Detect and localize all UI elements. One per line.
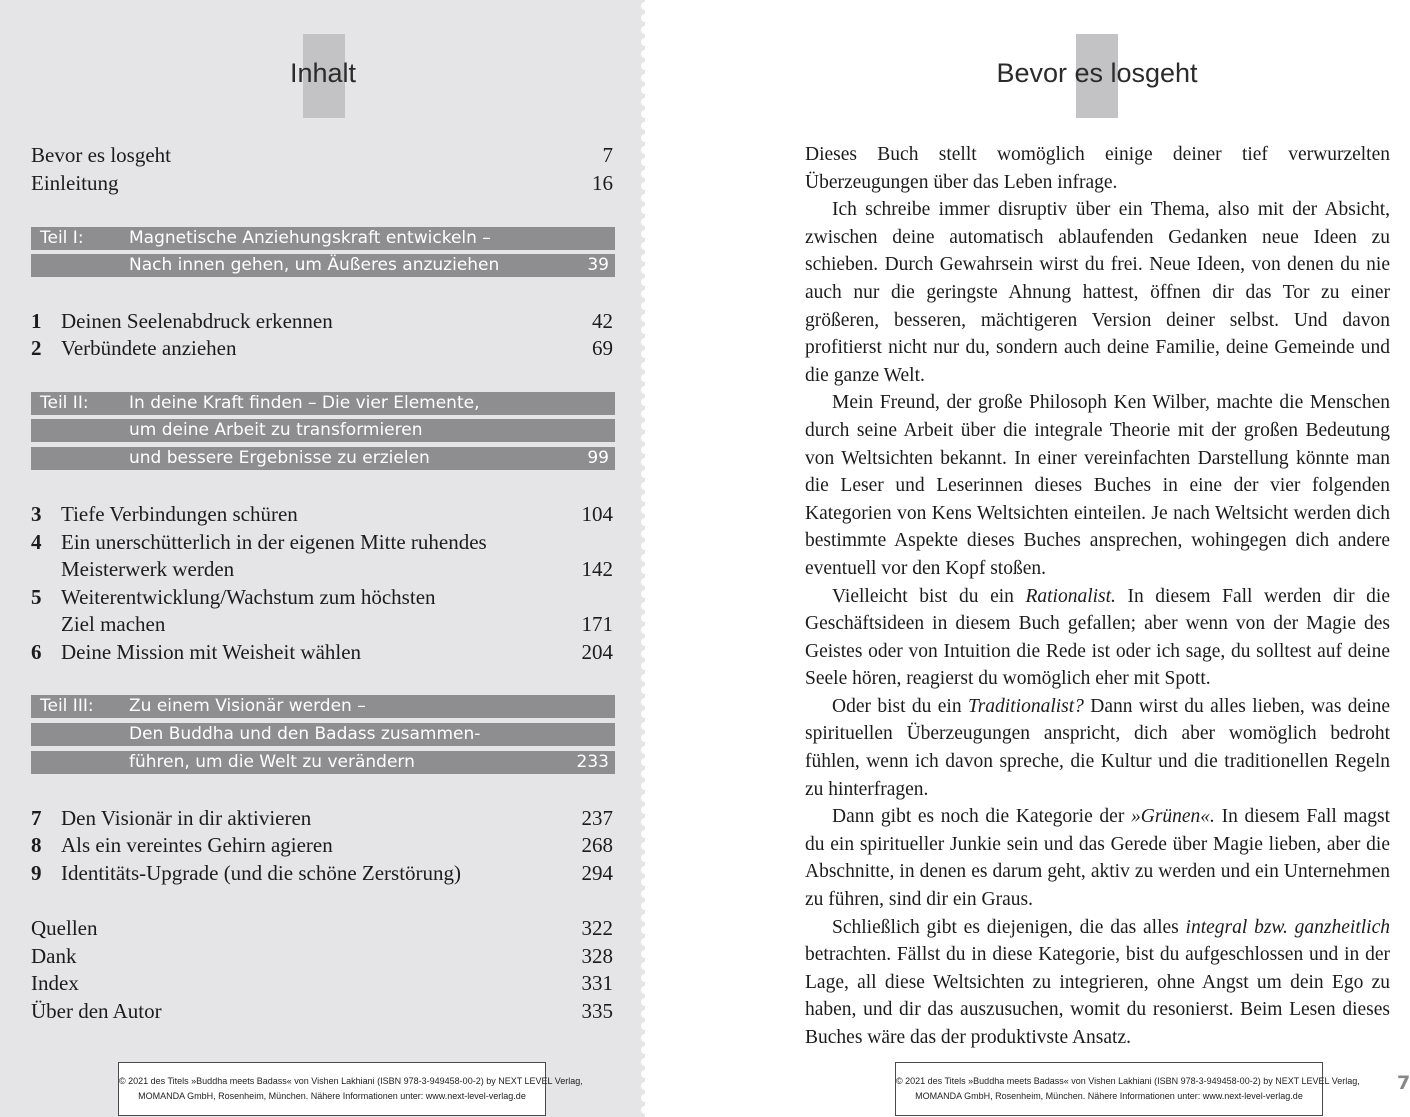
body-paragraph bbox=[805, 583, 1390, 693]
toc-title: Inhalt bbox=[289, 58, 357, 88]
text-run: Vielleicht bist du ein bbox=[832, 585, 1026, 607]
toc-entry bbox=[31, 169, 613, 197]
part-title-line: führen, um die Welt zu verändern bbox=[129, 752, 415, 772]
page-number: 7 bbox=[1397, 1072, 1410, 1094]
text-run: In diesem Fall magst du ein spiritueller Junkie sein und das Gerede über Magie lieben, aber die Abschnitte, in denen es darum geht, aktiv zu werden und ein Unternehmen zu führen, sind dir ein Graus. bbox=[805, 806, 1390, 911]
emphasis: Traditionalist? bbox=[967, 695, 1084, 717]
toc-entry-page: 16 bbox=[592, 171, 613, 195]
body-paragraph bbox=[805, 196, 1390, 389]
chapter-number: 8 bbox=[31, 833, 42, 857]
chapter-title: Weiterentwicklung/Wachstum zum höchsten bbox=[61, 585, 436, 609]
copyright-footer bbox=[895, 1062, 1360, 1116]
chapter-entry bbox=[31, 804, 613, 832]
toc-entry bbox=[31, 942, 613, 970]
part-page-number: 233 bbox=[576, 752, 609, 772]
part-heading-bar bbox=[31, 227, 615, 250]
copyright-line: MOMANDA GmbH, Rosenheim, München. Nähere Informationen unter: www.next-level-verlag.de bbox=[138, 1091, 526, 1101]
chapter-title: Ein unerschütterlich in der eigenen Mitte ruhendes bbox=[61, 530, 487, 554]
part-page-number: 99 bbox=[587, 448, 609, 468]
chapter-page: 237 bbox=[581, 806, 613, 830]
copyright-line: © 2021 des Titels »Buddha meets Badass« von Vishen Lakhiani (ISBN 978-3-949458-00-2) by NEXT LEVEL Verlag, bbox=[896, 1076, 1360, 1086]
chapter-page: 69 bbox=[592, 336, 613, 360]
chapter-number: 1 bbox=[31, 309, 42, 333]
chapter-entry-continued bbox=[31, 610, 613, 638]
toc-entry-label: Über den Autor bbox=[31, 999, 162, 1023]
toc-entry-label: Index bbox=[31, 971, 79, 995]
part-heading-bar bbox=[31, 447, 615, 470]
toc-entry bbox=[31, 914, 613, 942]
chapter-title: Ziel machen bbox=[61, 612, 166, 636]
chapter-title: Identitäts-Upgrade (und die schöne Zerstörung) bbox=[61, 861, 462, 885]
toc-entry-page: 335 bbox=[581, 999, 613, 1023]
copyright-footer bbox=[118, 1062, 583, 1116]
chapter-title: Deine Mission mit Weisheit wählen bbox=[61, 640, 362, 664]
chapter-number: 6 bbox=[31, 640, 42, 664]
chapter-number: 3 bbox=[31, 502, 42, 526]
copyright-line: MOMANDA GmbH, Rosenheim, München. Nähere Informationen unter: www.next-level-verlag.de bbox=[915, 1091, 1303, 1101]
chapter-page: 104 bbox=[581, 502, 613, 526]
chapter-number: 9 bbox=[31, 861, 42, 885]
text-run: In diesem Fall werden dir die Geschäftsideen in diesem Buch gefallen; aber wenn von der Magie des Geistes oder von Intuition die Rede ist oder ich sage, du solltest auf deine Seele hören, reagierst du womöglich eher mit Spott. bbox=[805, 585, 1390, 690]
emphasis: Rationalist. bbox=[1025, 585, 1116, 607]
text-run: Dieses Buch stellt womöglich einige deiner tief verwurzelten Überzeugungen über das Leben infrage. bbox=[805, 144, 1390, 193]
chapter-number: 2 bbox=[31, 336, 42, 360]
chapter-heading: Bevor es losgeht bbox=[996, 58, 1198, 88]
text-run: Schließlich gibt es diejenigen, die das alles bbox=[832, 916, 1186, 938]
toc-entry-page: 328 bbox=[581, 944, 613, 968]
part-label: Teil II: bbox=[40, 393, 89, 413]
chapter-page: 142 bbox=[581, 557, 613, 581]
text-run: Mein Freund, der große Philosoph Ken Wilber, machte die Menschen durch seine Arbeit über die integrale Theorie mit der großen Bedeutung von Weltsichten bekannt. In einer vereinfachten Darstellung könnte man die Leser und Leserinnen dieses Buches in eine der vier folgenden Kategorien von Kens Weltsichten einteilen. Je nach Weltsicht werden dich bestimmte Aspekte dieses Buches ansprechen, wohingegen dich andere eventuell vor den Kopf stoßen. bbox=[805, 392, 1390, 579]
part-title-line: und bessere Ergebnisse zu erzielen bbox=[129, 448, 430, 468]
part-title-line: Den Buddha und den Badass zusammen- bbox=[129, 724, 481, 744]
part-heading-bar bbox=[31, 392, 615, 415]
chapter-page: 268 bbox=[581, 833, 613, 857]
body-paragraph bbox=[805, 693, 1390, 803]
toc-entry bbox=[31, 141, 613, 169]
chapter-page: 294 bbox=[581, 861, 613, 885]
chapter-title: Verbündete anziehen bbox=[61, 336, 237, 360]
body-paragraph bbox=[805, 803, 1390, 913]
part-label: Teil I: bbox=[40, 228, 84, 248]
chapter-entry bbox=[31, 583, 613, 611]
copyright-line: © 2021 des Titels »Buddha meets Badass« von Vishen Lakhiani (ISBN 978-3-949458-00-2) by NEXT LEVEL Verlag, bbox=[119, 1076, 583, 1086]
part-heading-bar bbox=[31, 695, 615, 718]
emphasis: integral bzw. ganzheitlich bbox=[1185, 916, 1390, 938]
chapter-entry bbox=[31, 307, 613, 335]
part-title-line: Magnetische Anziehungskraft entwickeln – bbox=[129, 228, 491, 248]
chapter-entry bbox=[31, 831, 613, 859]
chapter-entry bbox=[31, 859, 613, 887]
toc-entry-page: 322 bbox=[581, 916, 613, 940]
text-run: betrachten. Fällst du in diese Kategorie, bist du aufgeschlossen und in der Lage, all diese Weltsichten zu integrieren, ohne Angst um dein Ego zu haben, und dir das auszusuchen, womit du resonierst. Beim Lesen dieses Buches wäre das der produktivste Ansatz. bbox=[805, 944, 1390, 1048]
toc-entry-page: 7 bbox=[602, 143, 613, 167]
text-run: Oder bist du ein bbox=[832, 695, 968, 717]
chapter-page: 42 bbox=[592, 309, 613, 333]
chapter-page: 204 bbox=[581, 640, 613, 664]
emphasis: »Grünen«. bbox=[1130, 806, 1215, 828]
chapter-entry bbox=[31, 528, 613, 556]
toc-entry-page: 331 bbox=[581, 971, 613, 995]
toc-entry-label: Quellen bbox=[31, 916, 98, 940]
text-run: Ich schreibe immer disruptiv über ein Thema, also mit der Absicht, zwischen deine automatisch ablaufenden Gedanken neue Ideen zu schieben. Durch Gewahrsein wirst du frei. Neue Ideen, von denen du nie auch nur die geringste Ahnung hattest, öffnen dir das Tor zu einer größeren, besseren, mächtigeren Version deiner selbst. Und davon profitierst nicht nur du, sondern auch deine Familie, deine Gemeinde und die ganze Welt. bbox=[805, 199, 1390, 386]
chapter-title: Meisterwerk werden bbox=[61, 557, 235, 581]
part-title-line: um deine Arbeit zu transformieren bbox=[129, 420, 423, 440]
toc-entry-label: Dank bbox=[31, 944, 77, 968]
chapter-title: Den Visionär in dir aktivieren bbox=[61, 806, 312, 830]
body-paragraph bbox=[805, 914, 1390, 1052]
toc-entry bbox=[31, 969, 613, 997]
part-title-line: In deine Kraft finden – Die vier Elemente, bbox=[129, 393, 480, 413]
part-page-number: 39 bbox=[587, 255, 609, 275]
chapter-entry-continued bbox=[31, 555, 613, 583]
part-title-line: Nach innen gehen, um Äußeres anzuziehen bbox=[129, 255, 500, 275]
toc-entry-label: Einleitung bbox=[31, 171, 119, 195]
chapter-title: Als ein vereintes Gehirn agieren bbox=[61, 833, 333, 857]
chapter-page: 171 bbox=[581, 612, 613, 636]
part-heading-bar bbox=[31, 723, 615, 746]
chapter-number: 5 bbox=[31, 585, 42, 609]
text-run: Dann wirst du alles lieben, was deine spirituellen Überzeugungen anspricht, dich aber womöglich bedroht fühlen, wenn ich davon spreche, die Kultur und die traditionellen Regeln zu hinterfragen. bbox=[805, 695, 1391, 800]
chapter-entry bbox=[31, 334, 613, 362]
body-paragraph bbox=[805, 141, 1390, 196]
body-text bbox=[805, 141, 1390, 1052]
toc-page bbox=[0, 0, 645, 1117]
chapter-entry bbox=[31, 638, 613, 666]
part-label: Teil III: bbox=[40, 696, 94, 716]
body-paragraph bbox=[805, 389, 1390, 582]
toc-entry-label: Bevor es losgeht bbox=[31, 143, 171, 167]
part-heading-bar bbox=[31, 419, 615, 442]
chapter-title: Tiefe Verbindungen schüren bbox=[61, 502, 298, 526]
chapter-number: 4 bbox=[31, 530, 42, 554]
toc-entry bbox=[31, 997, 613, 1025]
part-heading-bar bbox=[31, 751, 615, 774]
chapter-number: 7 bbox=[31, 806, 42, 830]
text-page bbox=[645, 0, 1410, 1117]
chapter-entry bbox=[31, 500, 613, 528]
part-heading-bar bbox=[31, 254, 615, 277]
text-run: Dann gibt es noch die Kategorie der bbox=[832, 806, 1131, 828]
part-title-line: Zu einem Visionär werden – bbox=[129, 696, 366, 716]
chapter-title: Deinen Seelenabdruck erkennen bbox=[61, 309, 333, 333]
